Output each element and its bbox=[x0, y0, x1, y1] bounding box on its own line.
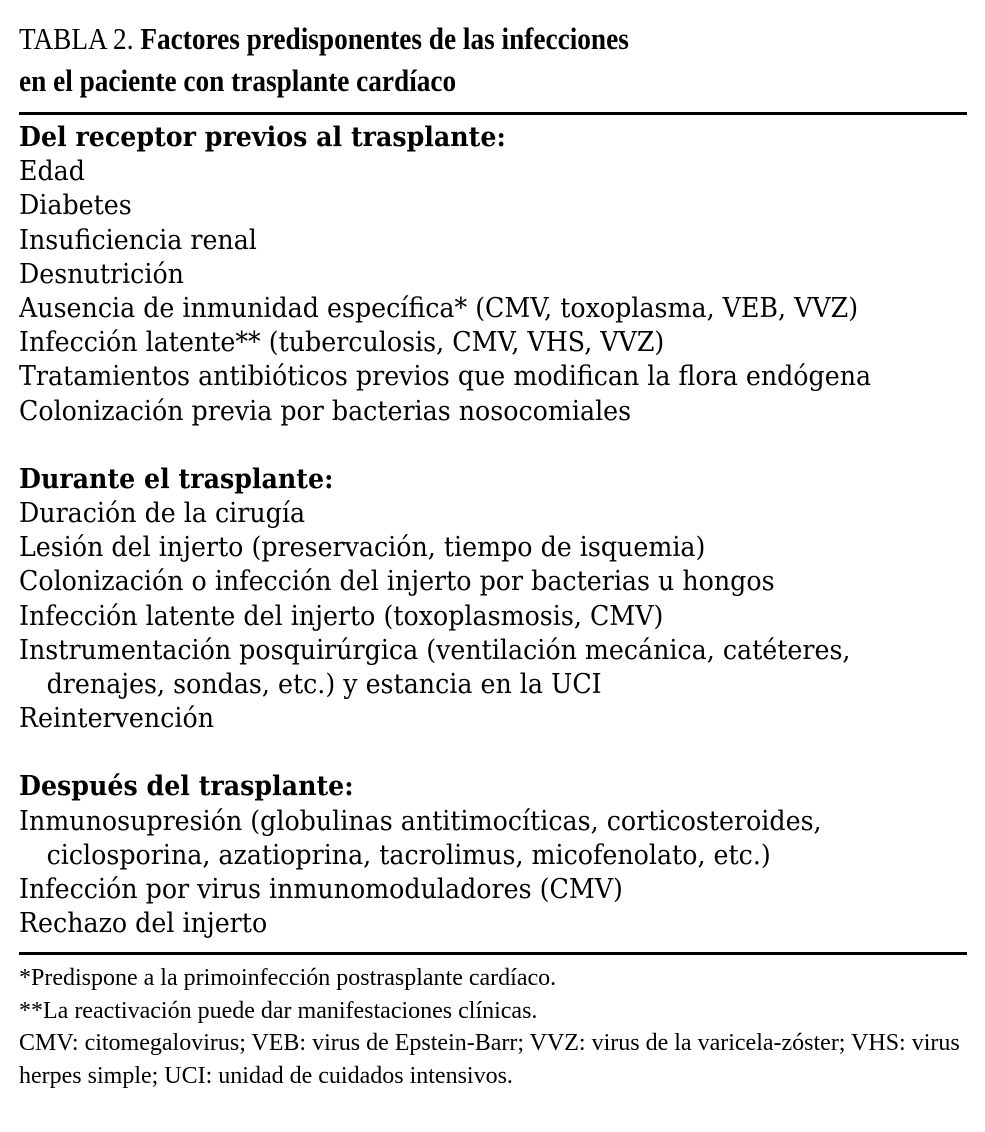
section-heading: Durante el trasplante: bbox=[19, 462, 334, 495]
list-item: Diabetes bbox=[19, 189, 132, 222]
list-item: Infección por virus inmunomoduladores (CMV) bbox=[19, 873, 623, 906]
list-item: Infección latente del injerto (toxoplasmosis, CMV) bbox=[19, 599, 664, 632]
table-title bbox=[19, 18, 970, 102]
list-item: Colonización o infección del injerto por bacterias u hongos bbox=[19, 565, 775, 598]
section-heading: Después del trasplante: bbox=[19, 770, 354, 803]
list-item: Tratamientos antibióticos previos que modifican la flora endógena bbox=[19, 360, 872, 393]
footnote: *Predispone a la primoinfección postrasplante cardíaco. bbox=[19, 965, 557, 992]
list-item: Reintervención bbox=[19, 702, 214, 735]
section-after-transplant bbox=[19, 769, 970, 940]
table-body bbox=[19, 115, 970, 940]
table-2 bbox=[19, 18, 967, 1092]
section-before-transplant bbox=[19, 120, 970, 428]
section-heading: Del receptor previos al trasplante: bbox=[19, 121, 506, 153]
list-item: Ausencia de inmunidad específica* (CMV, toxoplasma, VEB, VVZ) bbox=[19, 292, 859, 325]
list-item: Instrumentación posquirúrgica (ventilación mecánica, catéteres, drenajes, sondas, etc.) y estancia en la UCI bbox=[19, 633, 851, 701]
list-item: Insuficiencia renal bbox=[19, 223, 257, 256]
list-item: Rechazo del injerto bbox=[19, 907, 268, 940]
list-item: Desnutrición bbox=[19, 257, 184, 290]
list-item: Colonización previa por bacterias nosocomiales bbox=[19, 394, 632, 427]
section-during-transplant bbox=[19, 462, 970, 736]
footnotes bbox=[19, 955, 967, 1092]
table-label: TABLA 2. bbox=[19, 21, 134, 56]
table-title-line-2: en el paciente con trasplante cardíaco bbox=[19, 63, 457, 98]
table-title-line-1: Factores predisponentes de las infecciones bbox=[140, 21, 629, 56]
footnote: CMV: citomegalovirus; VEB: virus de Epstein-Barr; VVZ: virus de la varicela-zóster; VHS: virus herpes simple; UCI: unidad de cuidados intensivos. bbox=[19, 1030, 960, 1089]
list-item: Edad bbox=[19, 155, 85, 188]
footnote: **La reactivación puede dar manifestaciones clínicas. bbox=[19, 997, 538, 1024]
list-item: Inmunosupresión (globulinas antitimocíticas, corticosteroides, ciclosporina, azatioprina, tacrolimus, micofenolato, etc.) bbox=[19, 804, 822, 871]
list-item: Infección latente** (tuberculosis, CMV, VHS, VVZ) bbox=[19, 326, 665, 359]
list-item: Duración de la cirugía bbox=[19, 497, 306, 530]
list-item: Lesión del injerto (preservación, tiempo de isquemia) bbox=[19, 531, 706, 564]
